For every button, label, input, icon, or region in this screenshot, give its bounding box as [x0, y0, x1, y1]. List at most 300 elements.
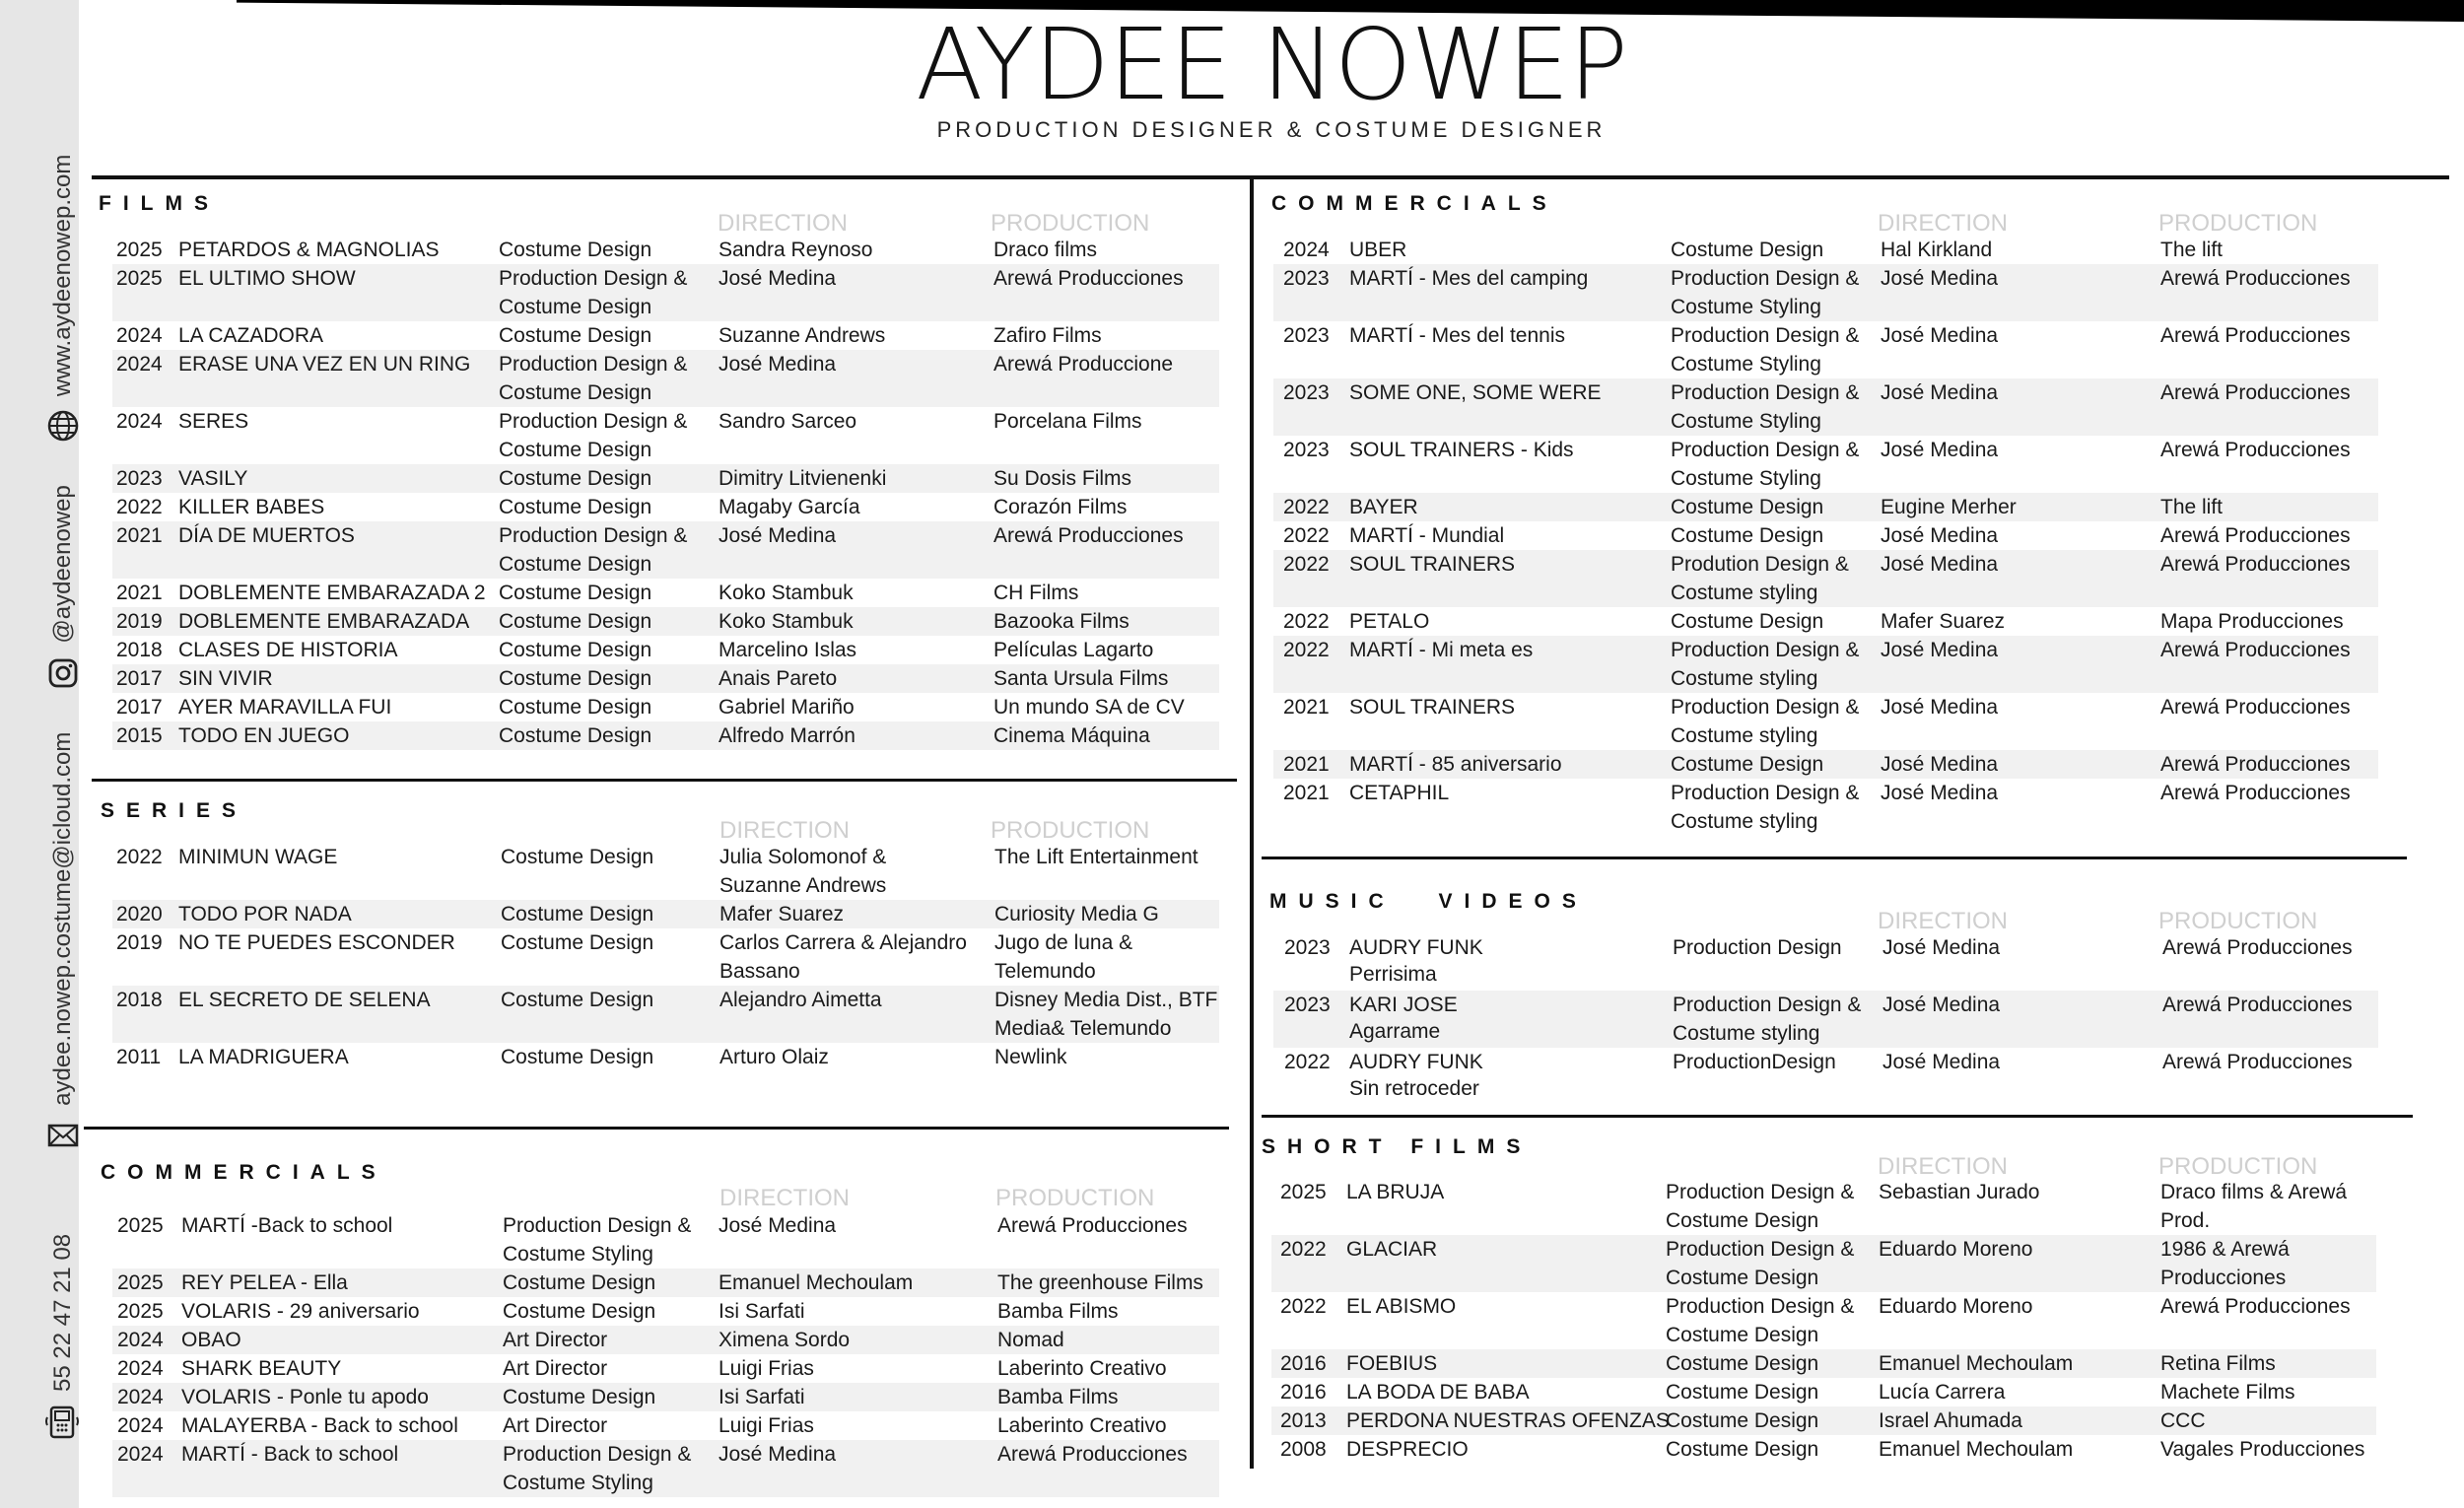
row-title: NO TE PUEDES ESCONDER: [178, 931, 455, 954]
row-title: LA BODA DE BABA: [1346, 1381, 1530, 1404]
row-role: Costume Design: [1671, 239, 1824, 261]
row-direction: Arturo Olaiz: [719, 1046, 829, 1068]
table-row: [1271, 1292, 2376, 1349]
row-title: DOBLEMENTE EMBARAZADA 2: [178, 582, 486, 604]
row-direction: Sebastian Jurado: [1879, 1181, 2040, 1203]
row-title: LA MADRIGUERA: [178, 1046, 349, 1068]
row-title: KARI JOSE: [1349, 994, 1458, 1016]
row-year: 2022: [1280, 1295, 1327, 1318]
website-contact[interactable]: [45, 155, 81, 444]
table-row: [1273, 779, 2378, 836]
row-title: SIN VIVIR: [178, 667, 273, 690]
row-production: Arewá Producciones: [993, 524, 1184, 547]
header-rule: [92, 175, 2449, 179]
row-year: 2023: [1283, 439, 1330, 461]
row-direction: José Medina: [719, 353, 837, 376]
row-title: PETALO: [1349, 610, 1430, 633]
row-direction: José Medina: [1881, 439, 1999, 461]
row-production: Nomad: [997, 1329, 1064, 1351]
row-production: Disney Media Dist., BTF Media& Telemundo: [994, 989, 1218, 1040]
table-row: [112, 407, 1219, 464]
short-films-table: [1271, 1178, 2376, 1464]
row-direction: Koko Stambuk: [719, 610, 854, 633]
row-direction: Luigi Frias: [719, 1357, 814, 1380]
table-row: [1273, 991, 2378, 1048]
row-role: Art Director: [503, 1414, 608, 1437]
row-production: Arewá Producciones: [2160, 324, 2351, 347]
row-production: Draco films: [993, 239, 1098, 261]
row-title: KILLER BABES: [178, 496, 325, 518]
table-row: [1271, 1235, 2376, 1292]
row-direction: Mafer Suarez: [1881, 610, 2006, 633]
series-direction-header: DIRECTION: [719, 817, 850, 844]
row-role: Costume Design: [499, 696, 652, 719]
commercials-right-table: [1273, 236, 2378, 836]
divider-films-series: [92, 779, 1237, 782]
row-year: 2016: [1280, 1381, 1327, 1404]
table-row: [1273, 521, 2378, 550]
row-year: 2023: [1283, 381, 1330, 404]
website-url: www.aydeenowep.com: [49, 154, 76, 397]
row-production: Arewá Producciones: [2160, 553, 2351, 576]
row-direction: Julia Solomonof & Suzanne Andrews: [719, 846, 887, 897]
row-role: Costume Design: [501, 846, 654, 868]
row-title: DESPRECIO: [1346, 1438, 1469, 1461]
row-title: SOUL TRAINERS: [1349, 696, 1516, 719]
row-title: EL SECRETO DE SELENA: [178, 989, 431, 1011]
row-year: 2017: [116, 696, 163, 719]
row-direction: José Medina: [1882, 1051, 2001, 1073]
row-year: 2018: [116, 989, 163, 1011]
row-role: Costume Design: [501, 931, 654, 954]
row-year: 2025: [1280, 1181, 1327, 1203]
divider-music-shortfilms: [1262, 1115, 2413, 1118]
row-direction: José Medina: [1881, 696, 1999, 719]
films-table: [112, 236, 1219, 750]
commercials-right-production-header: PRODUCTION: [2158, 210, 2318, 237]
music-production-header: PRODUCTION: [2158, 908, 2318, 934]
table-row: [112, 607, 1219, 636]
table-row: [112, 350, 1219, 407]
table-row: [1271, 1435, 2376, 1464]
row-direction: Alejandro Aimetta: [719, 989, 882, 1011]
table-row: [112, 1297, 1219, 1326]
films-direction-header: DIRECTION: [718, 210, 848, 237]
row-direction: Alfredo Marrón: [719, 724, 856, 747]
row-year: 2022: [1283, 639, 1330, 661]
row-title: SOUL TRAINERS: [1349, 553, 1516, 576]
row-title: FOEBIUS: [1346, 1352, 1438, 1375]
row-direction: José Medina: [719, 1443, 837, 1466]
table-row: [112, 521, 1219, 579]
row-role: Costume Design: [499, 496, 652, 518]
commercials-left-production-header: PRODUCTION: [995, 1185, 1155, 1211]
row-subtitle: Sin retroceder: [1349, 1077, 1479, 1100]
commercials-left-table: [112, 1211, 1219, 1497]
row-role: Costume Design: [499, 639, 652, 661]
row-title: DÍA DE MUERTOS: [178, 524, 355, 547]
row-role: Production Design & Costume Styling: [1671, 324, 1860, 376]
row-year: 2020: [116, 903, 163, 925]
table-row: [1273, 321, 2378, 378]
row-production: Laberinto Creativo: [997, 1357, 1167, 1380]
row-role: Costume Design: [499, 667, 652, 690]
row-title: LA BRUJA: [1346, 1181, 1445, 1203]
row-year: 2011: [116, 1046, 162, 1068]
row-production: Bamba Films: [997, 1300, 1119, 1323]
row-year: 2022: [1283, 496, 1330, 518]
row-year: 2025: [116, 267, 163, 290]
row-role: Production Design & Costume Styling: [1671, 439, 1860, 490]
row-role: Production Design & Costume Design: [499, 410, 688, 461]
row-title: MARTÍ - Back to school: [181, 1443, 399, 1466]
row-direction: Suzanne Andrews: [719, 324, 886, 347]
divider-commercials-music: [1262, 857, 2407, 859]
row-title: CETAPHIL: [1349, 782, 1450, 804]
short-production-header: PRODUCTION: [2158, 1153, 2318, 1180]
row-year: 2021: [116, 524, 163, 547]
row-subtitle: Agarrame: [1349, 1020, 1441, 1043]
row-production: Bazooka Films: [993, 610, 1129, 633]
row-role: Costume Design: [501, 1046, 654, 1068]
row-year: 2021: [1283, 782, 1330, 804]
row-year: 2019: [116, 610, 163, 633]
page-header: [79, 8, 2464, 143]
email-contact[interactable]: [45, 732, 81, 1153]
table-row: [112, 1411, 1219, 1440]
row-year: 2022: [1284, 1051, 1331, 1073]
row-direction: Israel Ahumada: [1879, 1409, 2022, 1432]
row-title: GLACIAR: [1346, 1238, 1438, 1261]
table-row: [1271, 1406, 2376, 1435]
row-role: Costume Design: [499, 724, 652, 747]
table-row: [1271, 1349, 2376, 1378]
short-films-title: SHORT FILMS: [1262, 1135, 1533, 1158]
row-year: 2025: [117, 1271, 164, 1294]
row-direction: José Medina: [1881, 782, 1999, 804]
row-production: Cinema Máquina: [993, 724, 1150, 747]
row-title: PERDONA NUESTRAS OFENZAS: [1346, 1409, 1670, 1432]
row-direction: José Medina: [1881, 639, 1999, 661]
row-direction: Hal Kirkland: [1881, 239, 1993, 261]
table-row: [1273, 493, 2378, 521]
row-role: Production Design & Costume styling: [1673, 994, 1862, 1045]
row-production: Bamba Films: [997, 1386, 1119, 1408]
table-row: [1273, 636, 2378, 693]
row-year: 2023: [1283, 324, 1330, 347]
row-role: Prodution Design & Costume styling: [1671, 553, 1849, 604]
row-year: 2022: [1283, 610, 1330, 633]
table-row: [112, 321, 1219, 350]
row-year: 2022: [1283, 553, 1330, 576]
row-role: Costume Design: [499, 324, 652, 347]
row-production: Un mundo SA de CV: [993, 696, 1185, 719]
row-title: VASILY: [178, 467, 248, 490]
row-title: AYER MARAVILLA FUI: [178, 696, 392, 719]
row-year: 2018: [116, 639, 163, 661]
row-title: OBAO: [181, 1329, 241, 1351]
row-production: 1986 & Arewá Producciones: [2160, 1238, 2290, 1289]
row-year: 2024: [1283, 239, 1330, 261]
row-role: Costume Design: [501, 989, 654, 1011]
row-role: Costume Design: [501, 903, 654, 925]
row-title: AUDRY FUNK: [1349, 936, 1483, 959]
phone-contact[interactable]: [45, 1234, 81, 1439]
table-row: [112, 236, 1219, 264]
row-production: Jugo de luna & Telemundo: [994, 931, 1133, 983]
table-row: [1273, 436, 2378, 493]
row-year: 2025: [116, 239, 163, 261]
row-production: Arewá Producciones: [2160, 439, 2351, 461]
music-direction-header: DIRECTION: [1878, 908, 2008, 934]
row-title: PETARDOS & MAGNOLIAS: [178, 239, 440, 261]
table-row: [112, 928, 1219, 986]
row-title: VOLARIS - Ponle tu apodo: [181, 1386, 429, 1408]
row-year: 2022: [116, 496, 163, 518]
table-row: [112, 664, 1219, 693]
row-direction: Eugine Merher: [1881, 496, 2017, 518]
row-direction: Magaby García: [719, 496, 860, 518]
table-row: [1273, 550, 2378, 607]
row-role: Production Design & Costume styling: [1671, 696, 1860, 747]
row-year: 2023: [1284, 994, 1331, 1016]
row-direction: Emanuel Mechoulam: [1879, 1352, 2074, 1375]
commercials-right-direction-header: DIRECTION: [1878, 210, 2008, 237]
row-production: The lift: [2160, 239, 2224, 261]
row-role: Costume Design: [1666, 1381, 1819, 1404]
table-row: [112, 493, 1219, 521]
row-direction: Sandra Reynoso: [719, 239, 873, 261]
row-role: Production Design & Costume Styling: [503, 1214, 692, 1266]
row-direction: Carlos Carrera & Alejandro Bassano: [719, 931, 967, 983]
row-production: Newlink: [994, 1046, 1067, 1068]
row-role: Production Design & Costume Styling: [1671, 267, 1860, 318]
row-production: The lift: [2160, 496, 2224, 518]
table-row: [1273, 933, 2378, 991]
row-year: 2021: [116, 582, 163, 604]
table-row: [112, 900, 1219, 928]
row-direction: Marcelino Islas: [719, 639, 857, 661]
row-title: MINIMUN WAGE: [178, 846, 338, 868]
row-direction: Eduardo Moreno: [1879, 1238, 2033, 1261]
row-role: Costume Design: [499, 467, 652, 490]
row-production: Porcelana Films: [993, 410, 1142, 433]
row-title: REY PELEA - Ella: [181, 1271, 348, 1294]
row-direction: Emanuel Mechoulam: [719, 1271, 914, 1294]
designer-name: AYDEE NOWEP: [916, 7, 1627, 122]
row-year: 2024: [117, 1329, 164, 1351]
row-year: 2024: [116, 353, 163, 376]
mail-icon: [45, 1118, 81, 1153]
row-production: Vagales Producciones: [2160, 1438, 2365, 1461]
row-role: Art Director: [503, 1357, 608, 1380]
row-production: Santa Ursula Films: [993, 667, 1169, 690]
row-role: Production Design & Costume Styling: [1671, 381, 1860, 433]
table-row: [1273, 607, 2378, 636]
row-year: 2022: [116, 846, 163, 868]
row-production: The greenhouse Films: [997, 1271, 1203, 1294]
row-direction: Mafer Suarez: [719, 903, 845, 925]
instagram-icon: [45, 655, 81, 691]
series-title: SERIES: [101, 799, 248, 822]
table-row: [112, 1326, 1219, 1354]
music-videos-table: [1273, 933, 2378, 1105]
row-role: Costume Design: [503, 1300, 656, 1323]
row-role: Costume Design: [499, 582, 652, 604]
table-row: [1271, 1178, 2376, 1235]
row-title: MALAYERBA - Back to school: [181, 1414, 458, 1437]
table-row: [112, 1354, 1219, 1383]
row-direction: Anais Pareto: [719, 667, 838, 690]
instagram-contact[interactable]: [45, 485, 81, 690]
row-year: 2024: [117, 1386, 164, 1408]
row-title: SERES: [178, 410, 249, 433]
row-year: 2013: [1280, 1409, 1327, 1432]
table-row: [1273, 1048, 2378, 1105]
row-role: Production Design & Costume Design: [1666, 1295, 1855, 1346]
row-title: MARTÍ - Mes del camping: [1349, 267, 1589, 290]
row-role: Production Design & Costume Design: [499, 524, 688, 576]
row-role: Production Design & Costume Design: [499, 353, 688, 404]
row-role: Production Design & Costume Design: [1666, 1181, 1855, 1232]
commercials-left-direction-header: DIRECTION: [719, 1185, 850, 1211]
row-direction: José Medina: [1881, 553, 1999, 576]
row-direction: José Medina: [1882, 994, 2001, 1016]
row-production: Arewá Producciones: [2160, 267, 2351, 290]
table-row: [112, 264, 1219, 321]
row-role: Costume Design: [1666, 1352, 1819, 1375]
row-role: Costume Design: [1666, 1409, 1819, 1432]
row-title: DOBLEMENTE EMBARAZADA: [178, 610, 470, 633]
row-production: Arewá Producciones: [2160, 381, 2351, 404]
row-direction: José Medina: [1882, 936, 2001, 959]
row-role: Costume Design: [499, 239, 652, 261]
row-year: 2016: [1280, 1352, 1327, 1375]
row-production: Arewá Producciones: [2160, 639, 2351, 661]
row-year: 2019: [116, 931, 163, 954]
row-title: EL ULTIMO SHOW: [178, 267, 356, 290]
row-year: 2024: [116, 324, 163, 347]
row-title: MARTÍ - Mi meta es: [1349, 639, 1534, 661]
series-production-header: PRODUCTION: [991, 817, 1150, 844]
row-year: 2023: [1283, 267, 1330, 290]
row-production: Su Dosis Films: [993, 467, 1132, 490]
table-row: [112, 636, 1219, 664]
row-direction: Koko Stambuk: [719, 582, 854, 604]
commercials-right-title: COMMERCIALS: [1271, 192, 1558, 215]
row-subtitle: Perrisima: [1349, 963, 1437, 986]
table-row: [112, 1043, 1219, 1071]
row-year: 2008: [1280, 1438, 1327, 1461]
row-production: Arewá Producciones: [2160, 782, 2351, 804]
table-row: [1273, 693, 2378, 750]
row-direction: José Medina: [1881, 267, 1999, 290]
row-role: Costume Design: [503, 1386, 656, 1408]
row-title: BAYER: [1349, 496, 1418, 518]
row-direction: Ximena Sordo: [719, 1329, 851, 1351]
row-year: 2024: [117, 1443, 164, 1466]
row-direction: José Medina: [1881, 381, 1999, 404]
table-row: [112, 1383, 1219, 1411]
row-year: 2021: [1283, 753, 1330, 776]
table-row: [112, 843, 1219, 900]
row-role: Costume Design: [1671, 496, 1824, 518]
row-year: 2023: [116, 467, 163, 490]
row-title: SOME ONE, SOME WERE: [1349, 381, 1602, 404]
globe-icon: [45, 408, 81, 444]
row-production: Arewá Producciones: [2162, 1051, 2353, 1073]
row-title: VOLARIS - 29 aniversario: [181, 1300, 420, 1323]
table-row: [1273, 236, 2378, 264]
row-role: Costume Design: [1671, 524, 1824, 547]
row-production: The Lift Entertainment: [994, 846, 1198, 868]
row-title: SHARK BEAUTY: [181, 1357, 342, 1380]
row-production: Películas Lagarto: [993, 639, 1154, 661]
row-direction: Luigi Frias: [719, 1414, 814, 1437]
row-role: Production Design & Costume Design: [499, 267, 688, 318]
row-production: Arewá Producciones: [997, 1214, 1188, 1237]
row-title: ERASE UNA VEZ EN UN RING: [178, 353, 471, 376]
table-row: [1273, 750, 2378, 779]
row-direction: José Medina: [1881, 324, 1999, 347]
phone-icon: [45, 1404, 81, 1439]
row-title: EL ABISMO: [1346, 1295, 1457, 1318]
row-role: ProductionDesign: [1673, 1051, 1836, 1073]
row-title: TODO EN JUEGO: [178, 724, 350, 747]
row-production: Arewá Producciones: [2162, 994, 2353, 1016]
row-production: CH Films: [993, 582, 1079, 604]
row-direction: José Medina: [719, 267, 837, 290]
table-row: [112, 1211, 1219, 1268]
row-year: 2024: [117, 1357, 164, 1380]
table-row: [1273, 378, 2378, 436]
series-table: [112, 843, 1219, 1071]
row-production: Laberinto Creativo: [997, 1414, 1167, 1437]
row-year: 2025: [117, 1300, 164, 1323]
commercials-left-title: COMMERCIALS: [101, 1161, 387, 1184]
row-title: MARTÍ - Mes del tennis: [1349, 324, 1566, 347]
row-production: Arewá Producciones: [997, 1443, 1188, 1466]
row-title: UBER: [1349, 239, 1407, 261]
short-direction-header: DIRECTION: [1878, 1153, 2008, 1180]
contact-sidebar: [0, 0, 79, 1508]
row-role: Costume Design: [1671, 753, 1824, 776]
row-year: 2023: [1284, 936, 1331, 959]
films-production-header: PRODUCTION: [991, 210, 1150, 237]
row-production: CCC: [2160, 1409, 2206, 1432]
table-row: [1271, 1378, 2376, 1406]
column-divider: [1250, 177, 1254, 1469]
phone-number: 55 22 47 21 08: [49, 1233, 76, 1392]
table-row: [112, 721, 1219, 750]
row-production: Corazón Films: [993, 496, 1128, 518]
row-direction: Sandro Sarceo: [719, 410, 857, 433]
table-row: [112, 464, 1219, 493]
row-title: MARTÍ -Back to school: [181, 1214, 393, 1237]
row-production: Arewá Producciones: [2160, 696, 2351, 719]
table-row: [112, 693, 1219, 721]
row-year: 2015: [116, 724, 163, 747]
row-direction: Isi Sarfati: [719, 1300, 805, 1323]
row-direction: Gabriel Mariño: [719, 696, 855, 719]
row-role: Production Design & Costume Styling: [503, 1443, 692, 1494]
row-year: 2022: [1283, 524, 1330, 547]
row-production: Arewá Producciones: [2160, 1295, 2351, 1318]
row-direction: Isi Sarfati: [719, 1386, 805, 1408]
row-direction: Eduardo Moreno: [1879, 1295, 2033, 1318]
row-title: AUDRY FUNK: [1349, 1051, 1483, 1073]
row-production: Arewá Producciones: [2160, 524, 2351, 547]
